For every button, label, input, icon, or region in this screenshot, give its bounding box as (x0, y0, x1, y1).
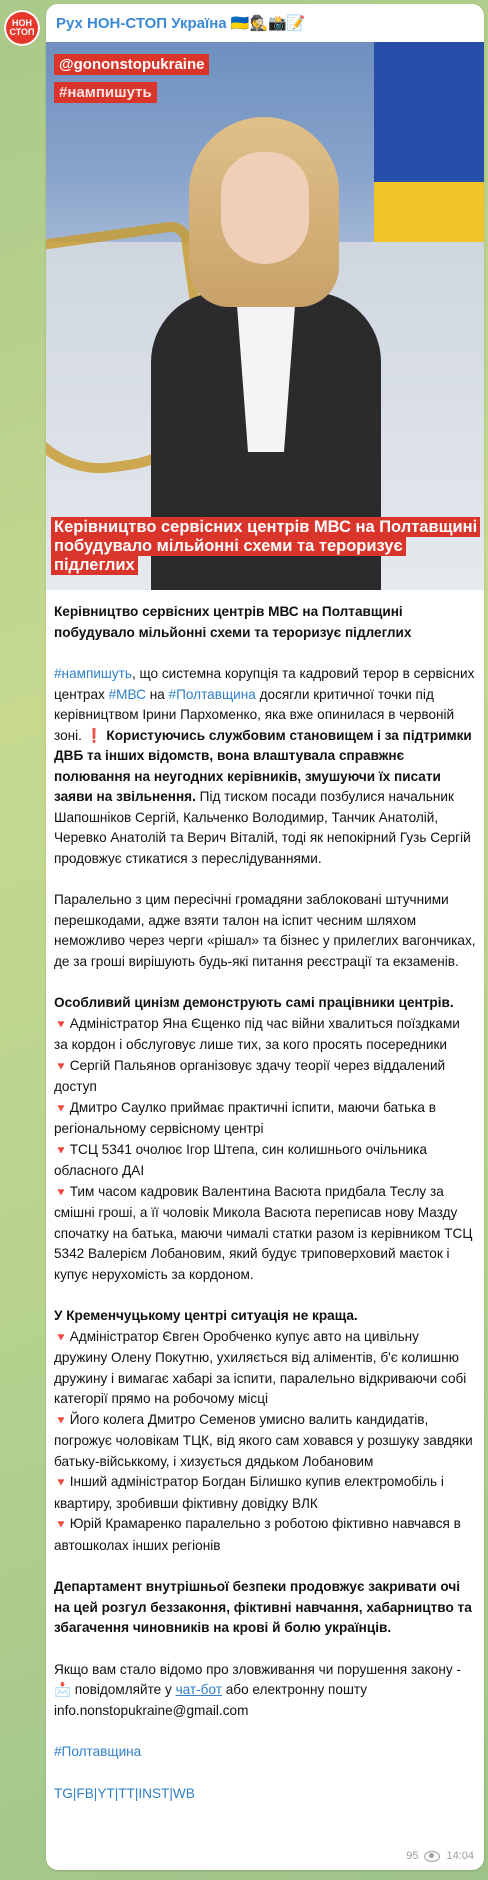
photo-headline-text: Керівництво сервісних центрів МВС на Полтавщині побудувало мільйонні схеми та тероризує підлеглих (51, 517, 480, 575)
red-triangle-icon: 🔻 (54, 1477, 68, 1489)
p1-bold: ❗ Користуючись службовим становищем і за підтримки ДВБ та інших відомств, вона влаштувала справжнє полювання на неугодних керівників, змушуючи їх писати заяви на звільнення. (54, 727, 472, 804)
list-item (54, 1327, 476, 1410)
paragraph-4 (54, 1306, 476, 1556)
list-item (54, 1014, 476, 1056)
hashtag-poltavshchyna-end[interactable]: #Полтавщина (54, 1744, 142, 1759)
list-item-text: ТСЦ 5341 очолює Ігор Штепа, син колишнього очільника обласного ДАІ (54, 1141, 427, 1178)
message-meta (406, 1850, 474, 1862)
social-links (54, 1784, 476, 1805)
red-triangle-icon: 🔻 (54, 1102, 68, 1115)
list-item (54, 1410, 476, 1473)
photo-headline (51, 518, 479, 575)
link-yt[interactable]: YT (97, 1785, 115, 1801)
hashtag-nampyshut[interactable]: #нампишуть (54, 666, 132, 681)
photo-tag-handle: @gononstopukraine (54, 54, 209, 75)
red-triangle-icon: 🔻 (54, 1414, 68, 1427)
red-triangle-icon: 🔻 (54, 1331, 68, 1344)
channel-avatar[interactable] (4, 10, 40, 46)
photo-tag-hashtag: #нампишуть (54, 82, 157, 103)
p6-text-2: або електронну пошту info.nonstopukraine@gmail.com (54, 1682, 368, 1718)
p1-text-4: Під тиском посади позбулися начальник Шапошніков Сергій, Кальченко Володимир, Танчик Анатолій, Черевко Анатолій та Верич Віталій, тоді як непокірний Гузь Сергій продовжує стикатися з переслідуваннями. (54, 789, 471, 866)
post-photo[interactable] (46, 42, 484, 590)
list-item-text: Дмитро Саулко приймає практичні іспити, маючи батька в регіональному сервісному центрі (54, 1099, 436, 1136)
hashtag-poltavshchyna[interactable]: #Полтавщина (168, 686, 256, 702)
chat-bot-link[interactable]: чат-бот (175, 1682, 222, 1697)
link-inst[interactable]: INST (138, 1785, 170, 1801)
red-triangle-icon: 🔻 (54, 1519, 68, 1531)
view-count: 95 (406, 1850, 419, 1862)
list-item-text: Його колега Дмитро Семенов умисно валить кандидатів, погрожує чоловікам ТЦК, від якого сам ховався у розшуку завдяки батьку-військкому, і хизується дядьком Лобановим (54, 1411, 473, 1469)
list-item (54, 1514, 476, 1556)
links-separator: | (114, 1785, 119, 1801)
avatar-line2: СТОП (9, 27, 35, 37)
paragraph-2: Паралельно з цим пересічні громадяни заблоковані штучними перешкодами, адже взяти талон на іспит чесним шляхом неможливо через черги «рішал» та бізнес у прилеглих вагончиках, де за гроші вирішують будь-які питання реєстрації та екзаменів. (54, 892, 476, 969)
eye-icon (424, 1851, 440, 1862)
links-separator: | (72, 1785, 77, 1801)
links-separator: | (93, 1785, 98, 1801)
flag-blue (374, 42, 484, 182)
links-separator: | (169, 1785, 173, 1801)
red-triangle-icon: 🔻 (54, 1144, 68, 1157)
link-tg[interactable]: TG (54, 1785, 73, 1801)
list-item-text: Юрій Крамаренко паралельно з роботою фіктивно навчався в автошколах інших регіонів (54, 1516, 461, 1553)
channel-title[interactable]: Рух НОН-СТОП Україна 🇺🇦🕵️📸📝 (56, 15, 306, 32)
list-item (54, 1182, 476, 1286)
p5-bold: Департамент внутрішньої безпеки продовжує закривати очі на цей розгул беззаконня, фіктивні навчання, хабарництво та збагачення чиновників на крові й болю українців. (54, 1579, 472, 1635)
link-wb[interactable]: WB (172, 1785, 195, 1801)
list-item-text: Тим часом кадровик Валентина Васюта придбала Теслу за смішні гроші, а її чоловік Микола Васюта переписав нову Мазду спочатку на батька, маючи чималі статки разом із керівником ТСЦ 5342 Валерієм Лобановим, який будує триповерховий маєток і купує нерухомість за кордоном. (54, 1183, 473, 1282)
p1-text-1: , що системна корупція та кадровий терор в сервісних центрах (54, 666, 475, 702)
paragraph-1 (54, 664, 476, 869)
person-face (221, 152, 309, 264)
list-item-text: Сергій Пальянов організовує здачу теорії через віддалений доступ (54, 1057, 446, 1094)
list-item (54, 1098, 476, 1140)
hashtag-mvs[interactable]: #МВС (108, 686, 146, 702)
message-time: 14:04 (446, 1850, 474, 1862)
post-title: Керівництво сервісних центрів МВС на Полтавщині побудувало мільйонні схеми та тероризує підлеглих (54, 604, 412, 640)
links-separator: | (134, 1785, 139, 1801)
red-triangle-icon: 🔻 (54, 1060, 68, 1073)
p6-text-1: Якщо вам стало відомо про зловживання чи порушення закону - 📩 повідомляйте у (54, 1661, 461, 1697)
list-item-text: Інший адміністратор Богдан Білишко купив електромобіль і квартиру, зробивши фіктивну довідку ВЛК (54, 1474, 444, 1511)
link-fb[interactable]: FB (76, 1785, 94, 1801)
red-triangle-icon: 🔻 (54, 1186, 68, 1199)
link-tt[interactable]: TT (118, 1785, 135, 1801)
paragraph-5 (54, 1577, 476, 1639)
p3-heading: Особливий цинізм демонструють самі працівники центрів. (54, 995, 454, 1010)
p1-text-3: досягли критичної точки під керівництвом Ірини Пархоменко, яка вже опинилася в червоній зоні. (54, 686, 455, 743)
post-text (46, 590, 484, 1804)
message-bubble (46, 4, 484, 1870)
avatar-line1: НОН (12, 18, 32, 28)
paragraph-3 (54, 993, 476, 1285)
flag-yellow (374, 182, 484, 242)
p1-text-2: на (145, 686, 169, 702)
list-item (54, 1140, 476, 1182)
list-item (54, 1472, 476, 1514)
paragraph-6 (54, 1660, 476, 1722)
list-item-text: Адміністратор Яна Єщенко під час війни хвалиться поїздками за кордон і обслуговує лише тих, за кого просять посередники (54, 1015, 460, 1052)
p4-heading: У Кременчуцькому центрі ситуація не краща. (54, 1308, 358, 1323)
list-item-text: Адміністратор Євген Оробченко купує авто на цивільну дружину Олену Покутню, ухиляється від аліментів, б'є колишню дружину і вимагає хабарі за іспити, паралельно відкриваючи собі категорії прямо на робочому місці (54, 1328, 467, 1406)
list-item (54, 1056, 476, 1098)
red-triangle-icon: 🔻 (54, 1018, 68, 1031)
